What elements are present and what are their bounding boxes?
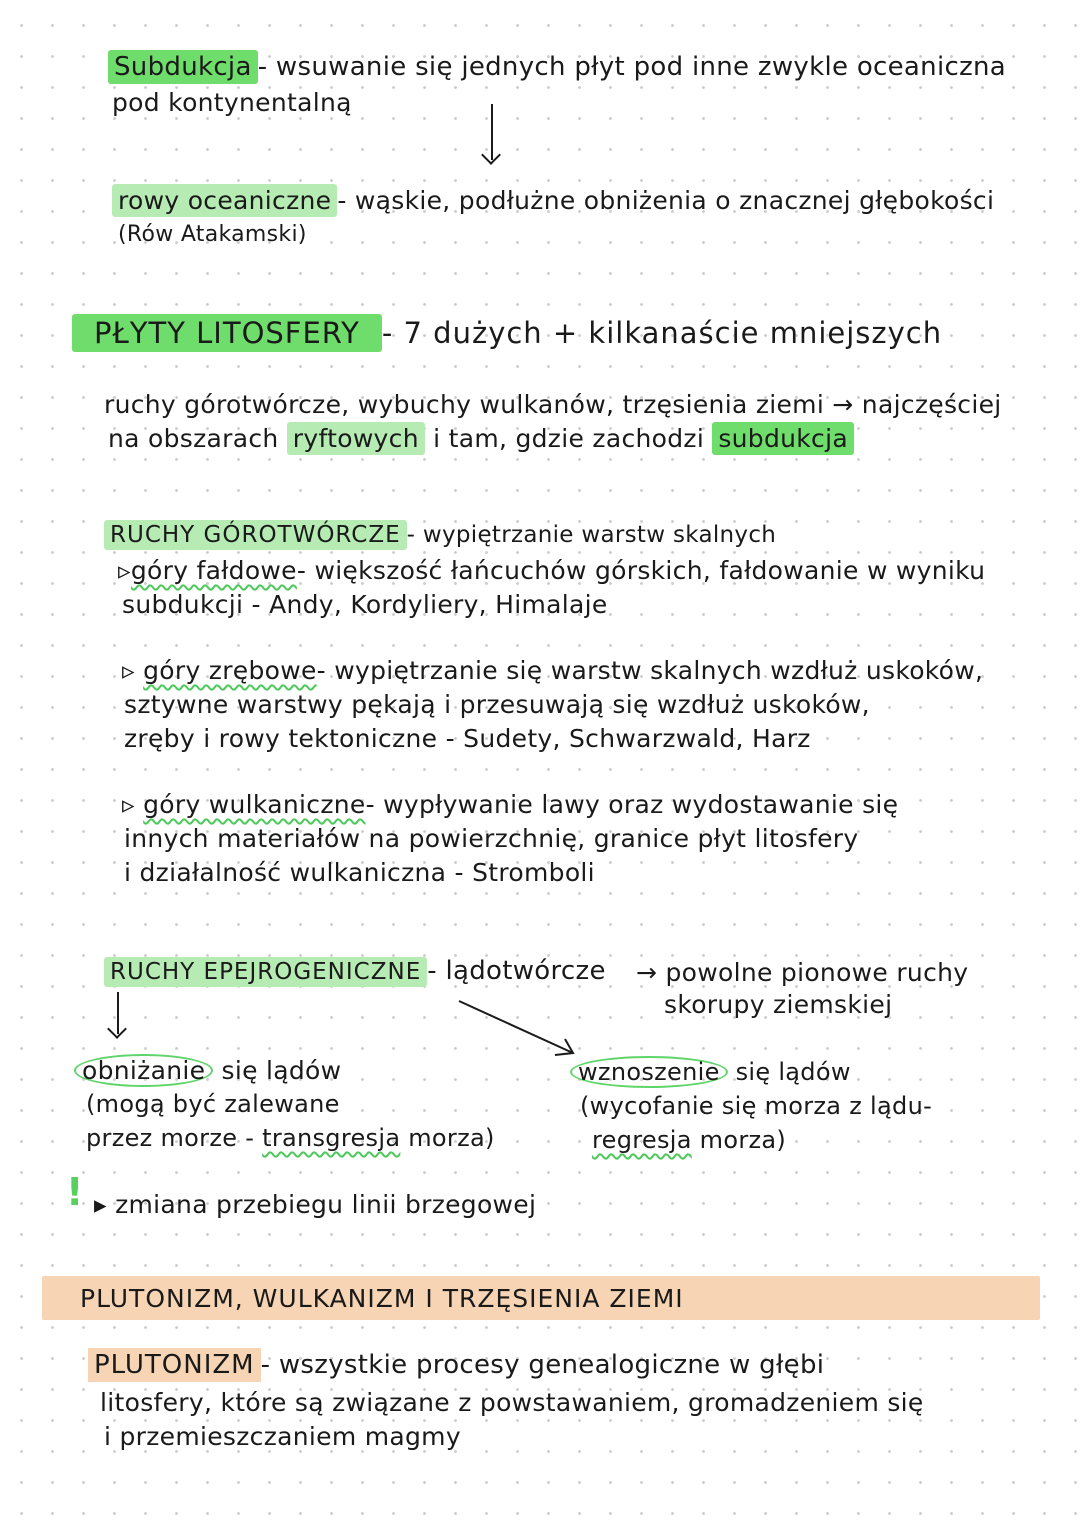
- epejrogeniczne-arrow-text-2: skorupy ziemskiej: [664, 990, 893, 1019]
- subdukcja-definition: - wsuwanie się jednych płyt pod inne zwykle oceaniczna: [257, 52, 1007, 82]
- down-arrow-icon: [491, 104, 493, 160]
- triangle-bullet-icon: ▸: [94, 1190, 116, 1219]
- subdukcja-line1: [108, 52, 1006, 82]
- subdukcja-highlight: subdukcja: [712, 422, 854, 455]
- plyty-heading: [72, 316, 942, 350]
- triangle-bullet-icon: ▹: [122, 790, 144, 819]
- gorotworcze-heading: [104, 522, 776, 548]
- wznoszenie-term: wznoszenie: [570, 1056, 728, 1088]
- zrebowe-definition: - wypiętrzanie się warstw skalnych wzdłuż uskoków,: [316, 656, 984, 685]
- rowy-definition: - wąskie, podłużne obniżenia o znacznej głębokości: [337, 186, 995, 215]
- wznoszenie-line3-b: morza): [691, 1126, 787, 1154]
- gorotworcze-description: - wypiętrzanie warstw skalnych: [406, 522, 777, 548]
- note-line: [94, 1190, 536, 1219]
- obnizanie-line1: [74, 1056, 341, 1085]
- plutonizm-line3: i przemieszczaniem magmy: [104, 1422, 461, 1451]
- wulkaniczne-term: góry wulkaniczne: [143, 790, 366, 819]
- triangle-bullet-icon: ▹: [118, 556, 131, 585]
- rowy-term: rowy oceaniczne: [112, 184, 337, 217]
- epejrogeniczne-arrow-text-1: → powolne pionowe ruchy: [636, 958, 969, 987]
- epejrogeniczne-heading: [104, 956, 606, 986]
- transgresja-term: transgresja: [262, 1124, 401, 1152]
- zrebowe-line1: [122, 656, 983, 685]
- plyty-line2-c: i tam, gdzie zachodzi: [424, 424, 713, 453]
- wulkaniczne-line1: [122, 790, 898, 819]
- faldowe-definition: - większość łańcuchów górskich, fałdowanie w wyniku: [296, 556, 986, 585]
- obnizanie-line2: (mogą być zalewane: [86, 1090, 340, 1118]
- plyty-title: PŁYTY LITOSFERY: [72, 314, 382, 352]
- wznoszenie-line3: [592, 1126, 786, 1154]
- wulkaniczne-definition: - wypływanie lawy oraz wydostawanie się: [365, 790, 899, 819]
- zrebowe-line3: zręby i rowy tektoniczne - Sudety, Schwarzwald, Harz: [124, 724, 811, 753]
- wznoszenie-rest: się lądów: [727, 1058, 851, 1086]
- subdukcja-term: Subdukcja: [108, 50, 258, 84]
- ryftowych-highlight: ryftowych: [287, 422, 425, 455]
- obnizanie-line3-a: przez morze -: [86, 1124, 263, 1152]
- plutonizm-header: PLUTONIZM, WULKANIZM I TRZĘSIENIA ZIEMI: [80, 1284, 684, 1313]
- regresja-term: regresja: [592, 1126, 692, 1154]
- subdukcja-line2: pod kontynentalną: [112, 88, 352, 117]
- wulkaniczne-line3: i działalność wulkaniczna - Stromboli: [124, 858, 595, 887]
- zrebowe-term: góry zrębowe: [143, 656, 317, 685]
- epejrogeniczne-description: - lądotwórcze: [427, 956, 606, 986]
- wznoszenie-line1: [570, 1058, 851, 1086]
- obnizanie-line3-c: morza): [400, 1124, 495, 1152]
- wulkaniczne-line2: innych materiałów na powierzchnię, granice płyt litosfery: [124, 824, 859, 853]
- plyty-description: - 7 dużych + kilkanaście mniejszych: [381, 316, 943, 350]
- zrebowe-line2: sztywne warstwy pękają i przesuwają się wzdłuż uskoków,: [124, 690, 870, 719]
- faldowe-term: góry fałdowe: [130, 556, 297, 585]
- down-arrow-icon: [117, 992, 119, 1034]
- triangle-bullet-icon: ▹: [122, 656, 144, 685]
- note-text: zmiana przebiegu linii brzegowej: [115, 1190, 537, 1219]
- wznoszenie-line2: (wycofanie się morza z lądu-: [580, 1092, 933, 1120]
- faldowe-line1: [118, 556, 985, 585]
- plyty-line2-a: na obszarach: [108, 424, 287, 453]
- obnizanie-line3: [86, 1124, 495, 1152]
- diagonal-arrow-icon: [455, 995, 585, 1065]
- plutonizm-line1: [88, 1350, 824, 1380]
- plutonizm-term: PLUTONIZM: [88, 1348, 261, 1382]
- plutonizm-definition: - wszystkie procesy genealogiczne w głębi: [260, 1350, 825, 1380]
- obnizanie-term: obniżanie: [74, 1054, 213, 1087]
- gorotworcze-title: RUCHY GÓROTWÓRCZE: [104, 520, 407, 550]
- plutonizm-line2: litosfery, które są związane z powstawaniem, gromadzeniem się: [100, 1388, 924, 1417]
- faldowe-line2: subdukcji - Andy, Kordyliery, Himalaje: [122, 590, 608, 619]
- obnizanie-rest: się lądów: [213, 1056, 342, 1085]
- rowy-line2: (Rów Atakamski): [118, 222, 307, 247]
- plyty-line2: [108, 424, 854, 453]
- epejrogeniczne-title: RUCHY EPEJROGENICZNE: [104, 957, 427, 987]
- plyty-line1: ruchy górotwórcze, wybuchy wulkanów, trzęsienia ziemi → najczęściej: [104, 390, 1002, 419]
- rowy-line1: [112, 186, 994, 215]
- exclamation-icon: !: [66, 1170, 84, 1214]
